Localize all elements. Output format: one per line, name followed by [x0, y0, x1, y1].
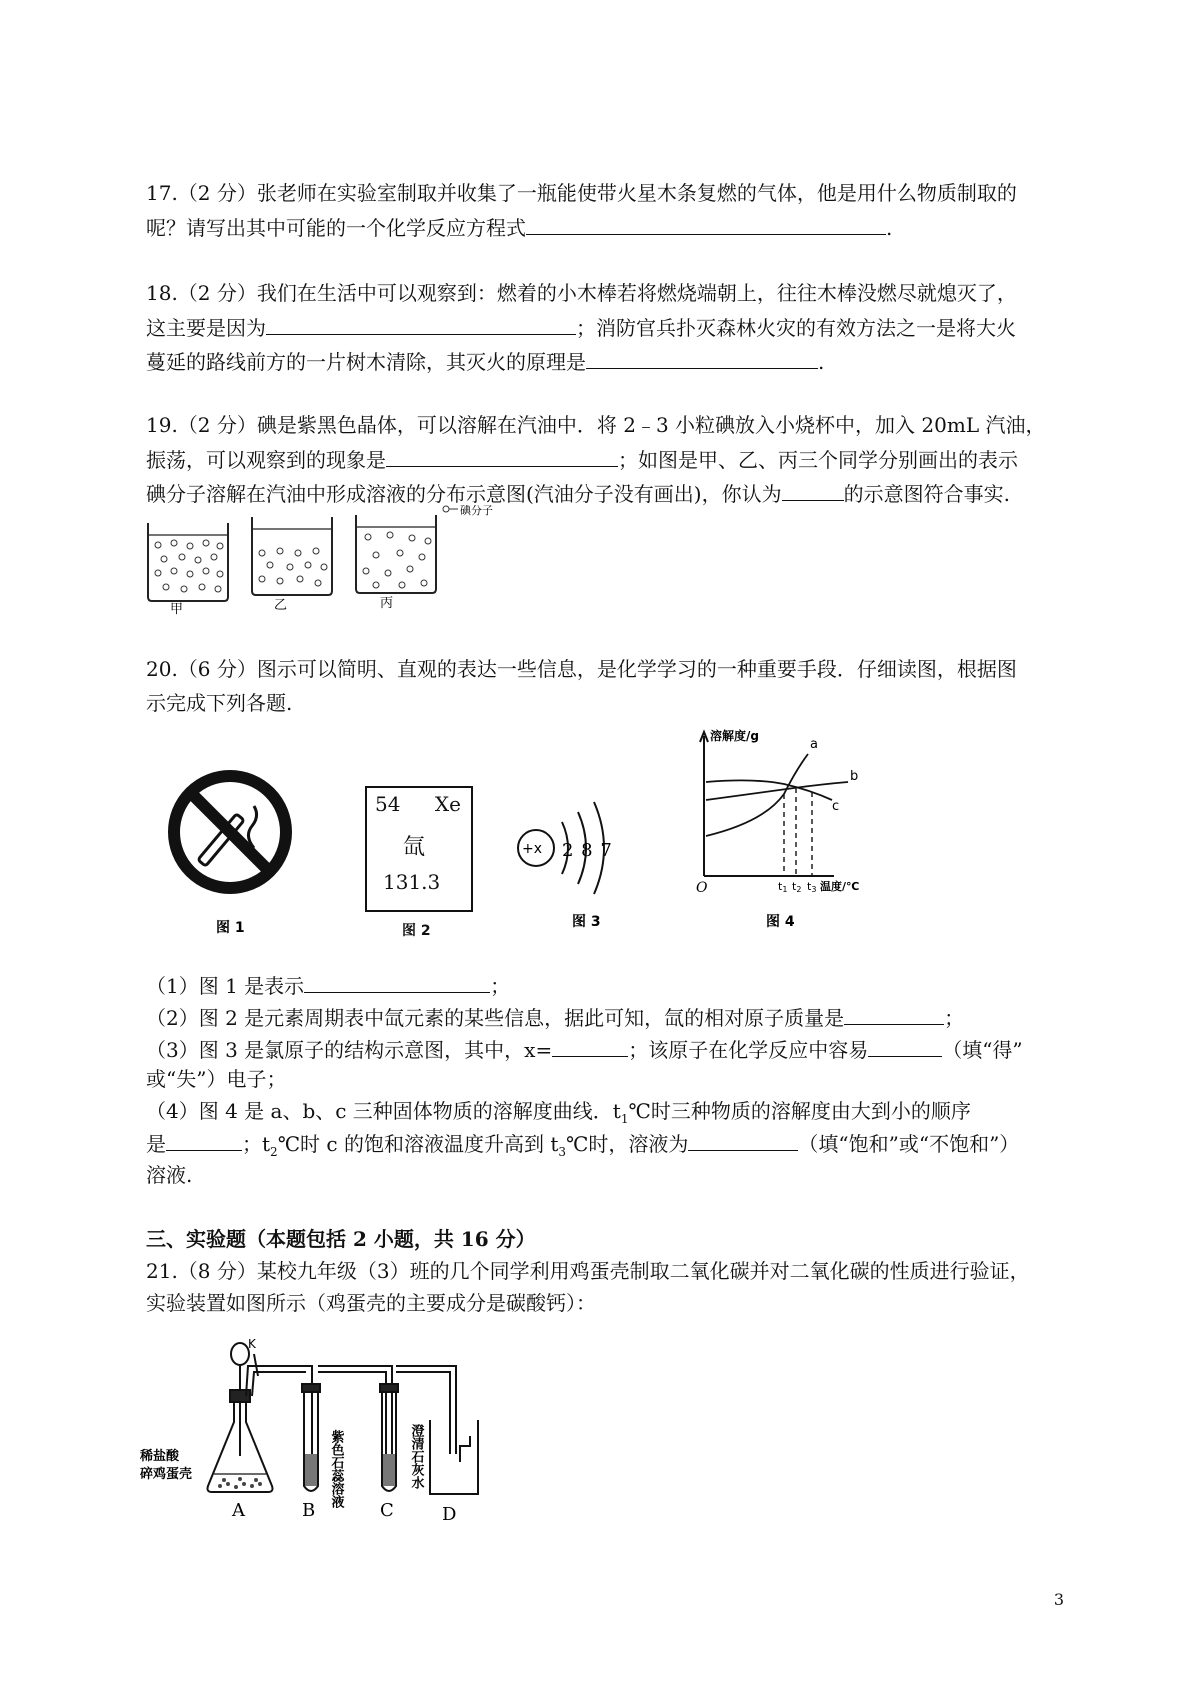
q21-line-1: 21.（8 分）某校九年级（3）班的几个同学利用鸡蛋壳制取二氧化碳并对二氧化碳的性质进行验证，: [146, 1259, 1030, 1283]
curve-b-label: b: [850, 769, 859, 784]
label-litmus: 紫色石蕊溶液: [328, 1430, 344, 1508]
q20-part-4-end: 溶液.: [146, 1163, 193, 1187]
q20-p3-text-c: （填“得”: [942, 1038, 1023, 1062]
q20-p4-text-d: ；t: [242, 1132, 271, 1156]
q19-line-1: 19.（2 分）碘是紫黑色晶体，可以溶解在汽油中．将 2﹣3 小粒碘放入小烧杯中，加入 20mL 汽油，: [146, 413, 1046, 437]
label-acid: 稀盐酸: [140, 1449, 180, 1464]
no-smoking-figure: [168, 770, 308, 950]
test-tube-b-liquid: [305, 1454, 317, 1486]
flask-contents: [218, 1477, 262, 1489]
origin-label: O: [696, 880, 708, 896]
atomic-mass: 131.3: [383, 870, 441, 894]
beaker-yi: [252, 517, 332, 595]
t3-label: t3: [807, 880, 817, 894]
fig4-caption: 图 4: [766, 914, 795, 930]
q20-p4-text-g: （填“饱和”或“不饱和”）: [798, 1132, 1020, 1156]
q17-line-2: [146, 214, 892, 241]
q20-part-3: [146, 1036, 1023, 1063]
q18-text-c: 蔓延的路线前方的一片树木清除，其灭火的原理是: [146, 350, 586, 374]
q17-text: 呢？请写出其中可能的一个化学反应方程式: [146, 216, 526, 240]
q20-p4-text-c: 是: [146, 1132, 166, 1156]
t-dashed-lines: [784, 788, 812, 876]
t1-label: t1: [778, 880, 788, 894]
q21-line-2: 实验装置如图所示（鸡蛋壳的主要成分是碳酸钙）：: [146, 1291, 596, 1315]
section-3-heading: 三、实验题（本题包括 2 小题，共 16 分）: [146, 1227, 536, 1251]
q20-part-2: [146, 1004, 964, 1031]
q20-p3-blank-2[interactable]: [868, 1036, 942, 1057]
q20-part-4-cont: [146, 1130, 1019, 1165]
q18-line-3: [146, 348, 824, 375]
fig1-caption: 图 1: [216, 920, 245, 936]
q19-line-3: [146, 480, 1010, 507]
fig2-caption: 图 2: [402, 923, 431, 939]
q18-end: .: [818, 350, 825, 374]
q19-text-d: 的示意图符合事实.: [843, 482, 1010, 506]
beaker-bing: [356, 515, 436, 593]
q20-p1-blank[interactable]: [304, 972, 490, 993]
q20-p4-text-a: （4）图 4 是 a、b、c 三种固体物质的溶解度曲线．t: [146, 1099, 621, 1123]
q18-line-1: 18.（2 分）我们在生活中可以观察到：燃着的小木棒若将燃烧端朝上，往往木棒没燃尽就熄灭了，: [146, 281, 1017, 305]
legend-iodine-molecule: 碘分子: [460, 505, 493, 517]
beaker-jia: [148, 523, 228, 601]
q18-answer-blank-2[interactable]: [586, 348, 818, 369]
q20-p1-semi: ；: [490, 974, 511, 998]
y-axis-label: 溶解度/g: [710, 729, 759, 743]
atomic-number: 54: [375, 792, 401, 816]
q20-part-3-cont: 或“失”）电子；: [146, 1067, 287, 1091]
label-eggshell: 碎鸡蛋壳: [140, 1467, 193, 1482]
q20-p3-blank-1[interactable]: [552, 1036, 628, 1057]
label-A: A: [232, 1500, 245, 1521]
nucleus-charge: +x: [522, 841, 543, 857]
chart-axes: [704, 736, 834, 876]
q18-text-a: 这主要是因为: [146, 316, 266, 340]
curve-a-label: a: [810, 737, 818, 752]
q20-p4-text-f: ℃时，溶液为: [566, 1132, 689, 1156]
q19-answer-blank-1[interactable]: [386, 446, 618, 467]
test-tube-c-liquid: [383, 1454, 395, 1486]
x-axis-label: 温度/℃: [820, 880, 860, 893]
beaker-bing-molecules: [363, 532, 431, 588]
beaker-jia-molecules: [155, 540, 223, 592]
q20-p4-sub-1: 1: [620, 1112, 629, 1126]
clamp-k-label: K: [248, 1337, 256, 1351]
curve-a: [706, 754, 808, 836]
atom-structure-figure: [510, 800, 630, 930]
beaker-yi-label: 乙: [274, 598, 288, 613]
q20-p2-blank[interactable]: [844, 1004, 944, 1025]
q19-text-b: ；如图是甲、乙、丙三个同学分别画出的表示: [618, 448, 1018, 472]
beaker-bing-label: 丙: [380, 596, 394, 611]
q19-text-a: 振荡，可以观察到的现象是: [146, 448, 386, 472]
apparatus-figure: [140, 1336, 540, 1536]
q20-line-2: 示完成下列各题.: [146, 691, 293, 715]
element-name: 氙: [403, 835, 426, 860]
label-B: B: [302, 1500, 316, 1521]
q20-p4-blank-2[interactable]: [688, 1130, 798, 1151]
shell-electrons: 2 8 7: [562, 840, 613, 861]
element-symbol: Xe: [434, 792, 461, 816]
q20-p4-text-b: ℃时三种物质的溶解度由大到小的顺序: [628, 1099, 971, 1123]
q20-p4-sub-3: 3: [558, 1145, 567, 1159]
beaker-jia-label: 甲: [170, 602, 184, 615]
q18-answer-blank-1[interactable]: [266, 314, 576, 335]
page-number: 3: [1053, 1590, 1064, 1609]
q17-answer-blank[interactable]: [526, 214, 886, 235]
q20-p2-semi: ；: [944, 1006, 965, 1030]
q19-line-2: [146, 446, 1018, 473]
no-smoking-slash: [192, 794, 268, 870]
delivery-tubes: [246, 1366, 456, 1456]
q17-line-1: 17.（2 分）张老师在实验室制取并收集了一瓶能使带火星木条复燃的气体，他是用什么物质制取的: [146, 181, 1017, 205]
q18-line-2: [146, 314, 1016, 341]
curve-c-label: c: [832, 799, 840, 814]
q20-p3-text-b: ；该原子在化学反应中容易: [628, 1038, 869, 1062]
q20-p4-blank-1[interactable]: [166, 1130, 242, 1151]
solubility-chart: [684, 726, 904, 932]
q17-end: .: [886, 216, 893, 240]
q20-part-4: [146, 1098, 971, 1132]
element-card: [365, 786, 473, 912]
beaker-d: [430, 1420, 478, 1494]
label-limewater: 澄清石灰水: [408, 1424, 424, 1489]
q20-p1-text: （1）图 1 是表示: [146, 974, 305, 998]
q18-text-b: ；消防官兵扑灭森林火灾的有效方法之一是将大火: [576, 316, 1016, 340]
q20-p3-text-a: （3）图 3 是氯原子的结构示意图，其中，x=: [146, 1038, 553, 1062]
iodine-beakers-figure: [140, 505, 560, 615]
q20-p4-sub-2: 2: [270, 1145, 278, 1159]
beaker-yi-molecules: [259, 548, 327, 586]
fig3-caption: 图 3: [572, 914, 601, 930]
q20-p2-text: （2）图 2 是元素周期表中氙元素的某些信息，据此可知，氙的相对原子质量是: [146, 1006, 845, 1030]
q20-line-1: 20.（6 分）图示可以简明、直观的表达一些信息，是化学学习的一种重要手段．仔细读图，根据图: [146, 657, 1017, 681]
q19-answer-blank-2[interactable]: [782, 480, 844, 501]
legend-molecule-icon: [443, 506, 449, 512]
q20-part-1: [146, 972, 510, 999]
q19-text-c: 碘分子溶解在汽油中形成溶液的分布示意图(汽油分子没有画出)，你认为: [146, 482, 782, 506]
label-C: C: [380, 1500, 394, 1521]
label-D: D: [442, 1504, 457, 1525]
q20-p4-text-e: ℃时 c 的饱和溶液温度升高到 t: [277, 1132, 559, 1156]
t2-label: t2: [792, 880, 802, 894]
